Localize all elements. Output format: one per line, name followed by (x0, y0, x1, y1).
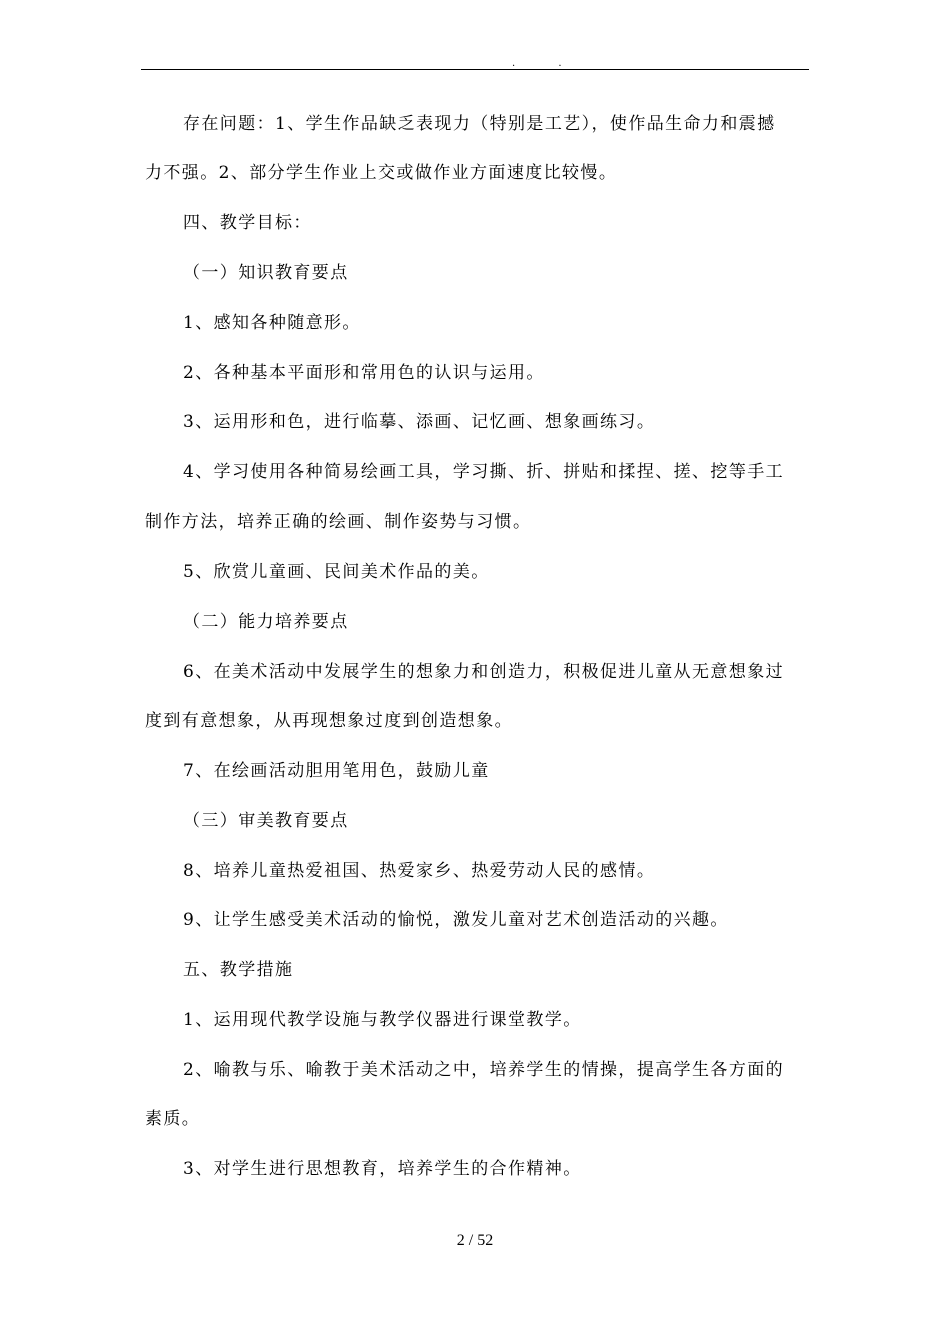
subsection-heading: （三）审美教育要点 (183, 811, 349, 831)
list-item-continuation: 制作方法，培养正确的绘画、制作姿势与习惯。 (145, 512, 532, 532)
header-rule (141, 69, 809, 70)
paragraph-line: 力不强。2、部分学生作业上交或做作业方面速度比较慢。 (145, 163, 618, 183)
list-item: 1、感知各种随意形。 (183, 313, 361, 333)
paragraph-line: 存在问题：1、学生作品缺乏表现力（特别是工艺），使作品生命力和震撼 (183, 114, 776, 134)
list-item: 4、学习使用各种简易绘画工具，学习撕、折、拼贴和揉捏、搓、挖等手工 (183, 462, 785, 482)
section-heading: 五、教学措施 (183, 960, 294, 980)
header-dots: . . (512, 58, 582, 69)
list-item: 1、运用现代教学设施与教学仪器进行课堂教学。 (183, 1010, 582, 1030)
page-number: 2 / 52 (456, 1232, 494, 1249)
subsection-heading: （二）能力培养要点 (183, 612, 349, 632)
list-item: 3、运用形和色，进行临摹、添画、记忆画、想象画练习。 (183, 412, 656, 432)
list-item: 3、对学生进行思想教育，培养学生的合作精神。 (183, 1159, 582, 1179)
list-item: 6、在美术活动中发展学生的想象力和创造力，积极促进儿童从无意想象过 (183, 662, 785, 682)
list-item: 2、各种基本平面形和常用色的认识与运用。 (183, 363, 545, 383)
list-item-continuation: 度到有意想象，从再现想象过度到创造想象。 (145, 711, 513, 731)
list-item: 5、欣赏儿童画、民间美术作品的美。 (183, 562, 490, 582)
list-item: 9、让学生感受美术活动的愉悦，激发儿童对艺术创造活动的兴趣。 (183, 910, 729, 930)
section-heading: 四、教学目标： (183, 213, 312, 233)
list-item: 8、培养儿童热爱祖国、热爱家乡、热爱劳动人民的感情。 (183, 861, 656, 881)
list-item-continuation: 素质。 (145, 1109, 201, 1129)
list-item: 7、在绘画活动胆用笔用色，鼓励儿童 (183, 761, 490, 781)
subsection-heading: （一）知识教育要点 (183, 263, 349, 283)
list-item: 2、喻教与乐、喻教于美术活动之中，培养学生的情操，提高学生各方面的 (183, 1060, 785, 1080)
